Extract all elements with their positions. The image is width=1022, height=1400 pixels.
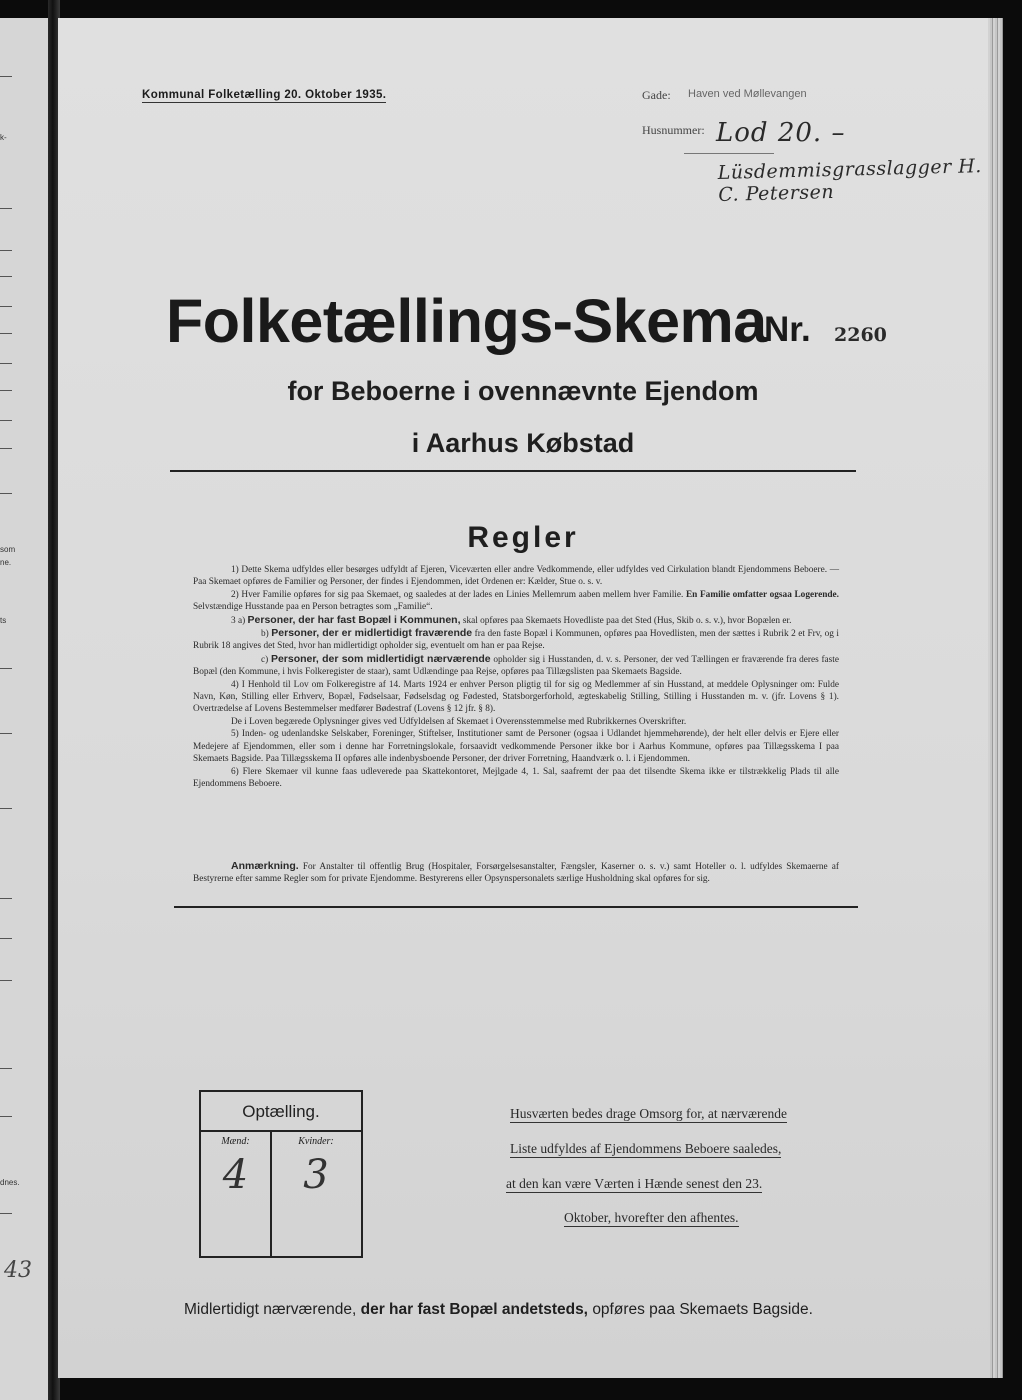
left-page-rule — [0, 448, 12, 449]
left-page-text: ne. — [0, 558, 12, 567]
left-page-rule — [0, 938, 12, 939]
rule-2-text-b: Selvstændige Husstande paa en Person betragtes som „Familie“. — [193, 602, 433, 613]
street-value: Haven ved Møllevangen — [688, 88, 807, 100]
left-page-rule — [0, 1068, 12, 1069]
rule-3c-bold: Personer, der som midlertidigt nærværende — [270, 652, 491, 665]
footer-part-2: der har fast Bopæl andetsteds, — [360, 1301, 588, 1318]
rule-1: 1) Dette Skema udfyldes eller besørges udfyldt af Ejeren, Viceværten eller andre Vedkommende, eller udfyldes ved Cirkulation blandt Ejendommens Beboere. — Paa Skemaet opføres de Familier og Personer, der findes i Ejendommen, idet Ordenen er: Kælder, Stue o. s. v. — [193, 565, 839, 588]
notice-line-3: at den kan være Værten i Hænde senest den 23. — [506, 1176, 763, 1191]
rule-3c-prefix: c) — [261, 654, 269, 665]
left-page-rule — [0, 276, 12, 277]
left-page-rule — [0, 733, 12, 734]
left-page-rule — [0, 250, 12, 251]
form-nr-label: Nr. — [764, 310, 811, 349]
rule-3b-text: fra den faste Bopæl i Kommunen, opføres paa Hovedlisten, men der sættes i Rubrik 2 et Frv, og i Rubrik 18 angives det Sted, hvor han midlertidigt opholder sig, eventuelt om han er paa Rejse. — [193, 629, 840, 652]
rule-6: 6) Flere Skemaer vil kunne faas udleverede paa Skattekontoret, Mejlgade 4, 1. Sal, saafremt der paa det tilsendte Skema ikke er tilstrækkelig Plads til alle Ejendommens Beboere. — [193, 766, 839, 789]
count-box — [199, 1090, 363, 1258]
notice-line-2: Liste udfyldes af Ejendommens Beboere saaledes, — [510, 1141, 782, 1156]
street-label: Gade: — [642, 88, 671, 102]
rule-3a-text: skal opføres paa Skemaets Hovedliste paa det Sted (Hus, Skib o. s. v.), hvor Bopælen er. — [462, 615, 792, 626]
count-box-rule — [201, 1130, 361, 1132]
footer-part-3: opføres paa Skemaets Bagside. — [592, 1301, 813, 1318]
women-label: Kvinder: — [298, 1136, 334, 1147]
left-page-rule — [0, 208, 12, 209]
rule-3c-text: opholder sig i Husstanden, d. v. s. Personer, der ved Tællingen er fraværende fra deres faste Bopæl (den Kommune, i hvis Folkeregister de staar), samt Udlændinge paa Rejse, opføres paa Tillægslisten paa Skemaets Bagside. — [193, 654, 840, 678]
men-count: 4 — [222, 1152, 249, 1198]
census-label: Kommunal Folketælling 20. Oktober 1935. — [142, 89, 387, 101]
rule-3b-bold: Personer, der er midlertidigt fraværende — [271, 627, 473, 640]
rule-3c — [193, 653, 839, 679]
left-page-rule — [0, 493, 12, 494]
left-page-rule — [0, 1213, 12, 1214]
house-number-underline — [684, 153, 774, 154]
handwritten-note: Lüsdemmisgrasslagger H. C. Petersen — [717, 155, 983, 206]
left-page-text: dnes. — [0, 1178, 20, 1187]
census-form-page — [58, 18, 988, 1378]
footer-note — [184, 1301, 813, 1319]
men-label: Mænd: — [221, 1136, 250, 1147]
form-title: Folketællings-Skema — [166, 287, 767, 355]
left-page-rule — [0, 390, 12, 391]
women-count: 3 — [303, 1152, 329, 1198]
left-page-rule — [0, 898, 12, 899]
left-page-rule — [0, 420, 12, 421]
left-page-text: k- — [0, 133, 7, 142]
form-nr-value: 2260 — [834, 324, 887, 346]
note-block — [193, 860, 839, 886]
left-page-rule — [0, 306, 12, 307]
left-page-rule — [0, 363, 12, 364]
rule-3a-bold: Personer, der har fast Bopæl i Kommunen, — [247, 613, 461, 626]
left-page-number: 43 — [4, 1258, 32, 1283]
footer-part-1: Midlertidigt nærværende, — [184, 1301, 357, 1318]
left-page-rule — [0, 808, 12, 809]
left-page-rule — [0, 333, 12, 334]
left-page-fragment — [0, 18, 50, 1400]
left-page-rule — [0, 980, 12, 981]
rule-4: 4) I Henhold til Lov om Folkeregistre af 14. Marts 1924 er enhver Person pligtig til for sig og Medlemmer af sin Husstand, at meddele Oplysninger om: Fulde Navn, Køn, Stilling eller Erhverv, Bopæl, Fødselsaar, Fødselsdag og Fødested, Statsborgerforhold, ægteskabelig Stilling, Stilling i Husstanden m. v. (jfr. Lovens § 1). Overtrædelse af Lovens Bestemmelser medfører Bødestraf (Lovens § 12 jfr. § 8). — [193, 679, 839, 715]
rule-3b — [193, 627, 839, 653]
rule-2-text: 2) Hver Familie opføres for sig paa Skemaet, og saaledes at der lades en Linies Mellemrum aaben mellem hver Familie. — [231, 589, 684, 600]
rule-3a-prefix: 3 a) — [231, 615, 246, 626]
count-box-title: Optælling. — [242, 1102, 320, 1121]
notice-line-4: Oktober, hvorefter den afhentes. — [564, 1210, 739, 1225]
left-page-rule — [0, 1116, 12, 1117]
house-number-label: Husnummer: — [642, 123, 705, 137]
divider-bottom — [174, 906, 858, 908]
rule-5: 5) Inden- og udenlandske Selskaber, Foreninger, Stiftelser, Institutioner samt de Personer (ogsaa i Udlandet hjemmehørende), der helt eller delvis er Ejere eller Medejere af Ejendommen, eller som i denne har Forretningslokale, forsaavidt vedkommende Personer ikke bor i Aarhus Kommune, opføres paa Tillægsskema I paa Skemaets Bagside. Paa Tillægsskema II opføres alle indenbysboende Personer, der driver Forretning, Haandværk o. l. i Ejendommen. — [193, 729, 839, 765]
form-subtitle-1: for Beboerne i ovennævnte Ejendom — [287, 376, 759, 406]
rule-3b-prefix: b) — [261, 629, 269, 640]
left-page-text: som — [0, 545, 16, 554]
note-label: Anmærkning. — [231, 860, 299, 872]
house-number-handwritten: Lod 20. – — [716, 118, 846, 148]
left-page-rule — [0, 668, 12, 669]
divider-top — [170, 470, 856, 472]
rules-text — [193, 564, 839, 790]
rules-heading: Regler — [467, 521, 579, 554]
rule-2-bold: En Familie omfatter ogsaa Logerende. — [685, 589, 839, 600]
form-subtitle-2: i Aarhus Købstad — [411, 428, 635, 458]
rule-4b: De i Loven begærede Oplysninger gives ved Udfyldelsen af Skemaet i Overensstemmelse med Rubrikkernes Overskrifter. — [231, 716, 687, 727]
rule-2 — [193, 589, 839, 614]
note-text: For Anstalter til offentlig Brug (Hospitaler, Forsørgelsesanstalter, Fængsler, Kaserner o. s. v.) samt Hoteller o. l. udfyldes Skemaerne af Bestyrerne efter samme Regler som for private Ejendomme. Bestyrerens eller Opsynspersonalets særlige Husholdning skal opføres for sig. — [193, 862, 839, 885]
left-page-text: ts — [0, 616, 7, 625]
left-page-rule — [0, 76, 12, 77]
rule-3a — [193, 614, 839, 627]
notice-line-1: Husværten bedes drage Omsorg for, at nærværende — [510, 1106, 788, 1121]
